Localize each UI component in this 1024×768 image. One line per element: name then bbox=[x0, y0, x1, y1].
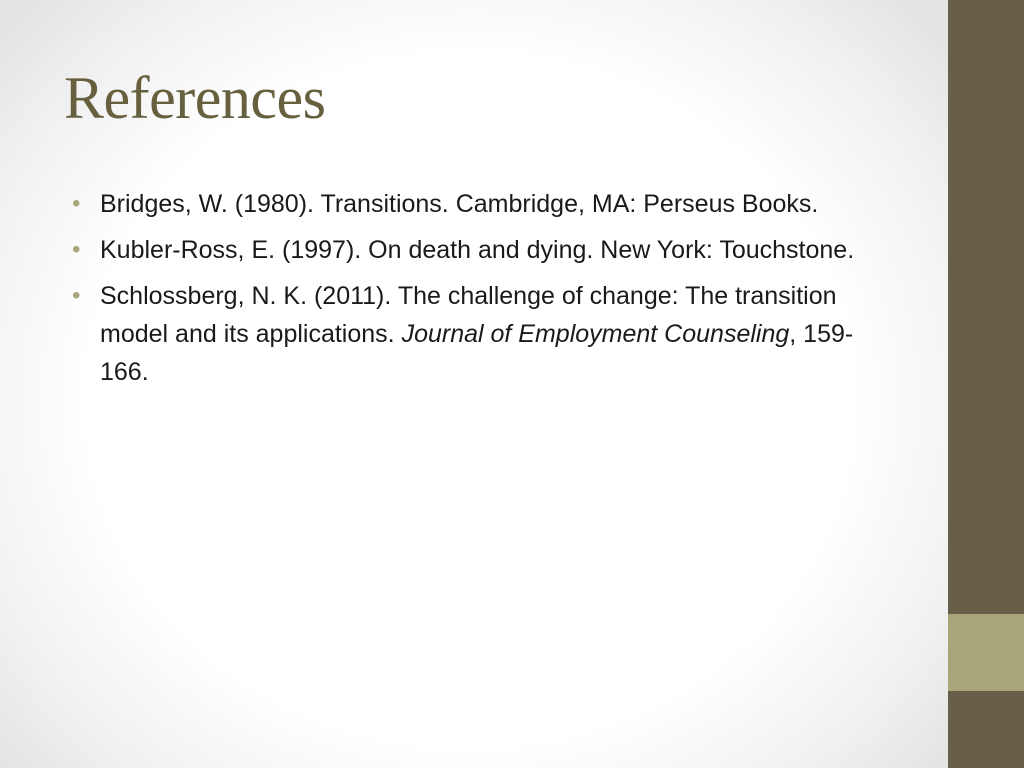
bullet-icon: • bbox=[72, 282, 81, 309]
bullet-icon: • bbox=[72, 236, 81, 263]
reference-text: Bridges, W. (1980). Transitions. Cambridge, MA: Perseus Books. bbox=[100, 190, 819, 218]
reference-pages: , 159-166. bbox=[100, 320, 854, 386]
reference-text: Kubler-Ross, E. (1997). On death and dying. New York: Touchstone. bbox=[100, 236, 855, 264]
slide-title: References bbox=[64, 65, 326, 131]
reference-item bbox=[64, 277, 884, 391]
side-bar-accent-block bbox=[948, 614, 1024, 691]
reference-citation: Schlossberg, N. K. (2011). The challenge of change: The transition model and its applications. bbox=[100, 282, 837, 348]
journal-title: Journal of Employment Counseling bbox=[401, 320, 790, 348]
reference-item bbox=[64, 231, 884, 269]
bullet-icon: • bbox=[72, 190, 81, 217]
reference-item bbox=[64, 185, 884, 223]
reference-list bbox=[64, 185, 884, 399]
reference-text bbox=[100, 282, 853, 386]
